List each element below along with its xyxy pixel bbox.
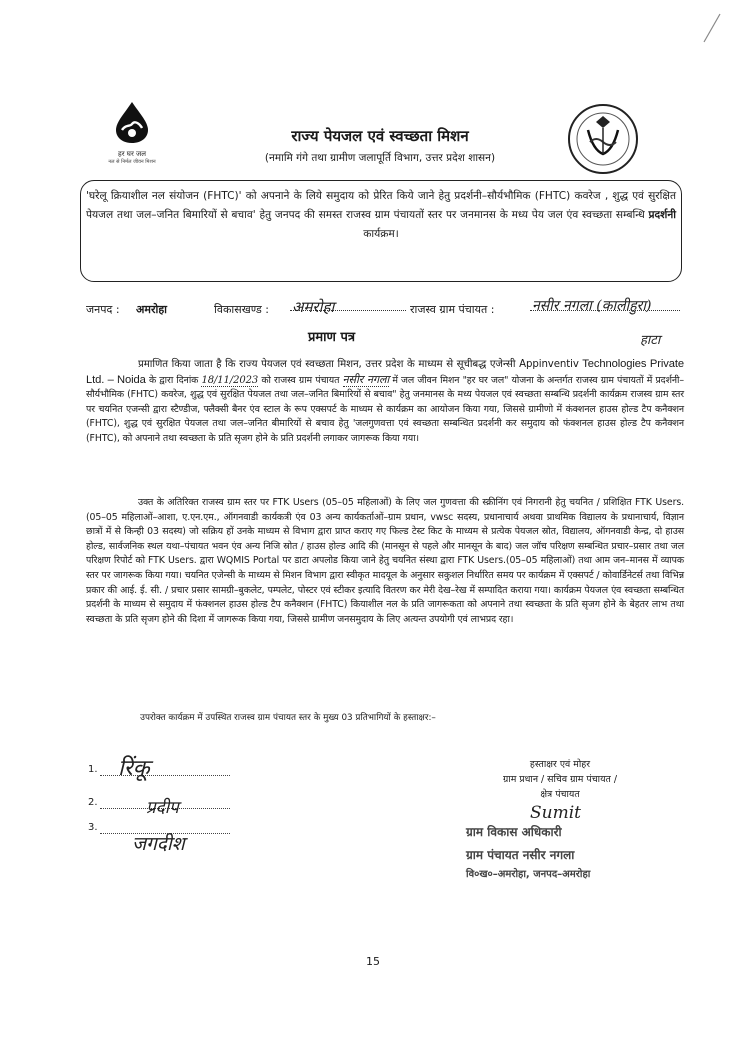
attendee-number-2: 2. <box>88 797 98 808</box>
stamp-designation: ग्राम विकास अधिकारी <box>466 825 562 839</box>
signatory-line-3: क्षेत्र पंचायत <box>540 789 580 800</box>
attendee-signature-1: रिंकू <box>118 756 150 781</box>
signatory-block <box>470 757 650 802</box>
certificate-title: प्रमाण पत्र <box>308 330 356 345</box>
pencil-mark-icon <box>700 12 724 44</box>
para1-part3: को राजस्व ग्राम पंचायत <box>261 374 340 386</box>
paragraph-2 <box>86 496 684 627</box>
program-banner <box>80 180 682 282</box>
banner-bold-text: प्रदर्शनी <box>648 209 676 221</box>
attendee-signature-2: प्रदीप <box>146 798 179 818</box>
para2-text: उक्त के अतिरिक्त राजस्व ग्राम स्तर पर FTK Users (05–05 महिलाओं) के लिए जल गुणवत्ता की स्क्रीनिंग एवं निगरानी हेतु चयनित / प्रशिक्षित FTK Users.(05–05 महिलाओं–आशा, ए.एन.एम., ऑगनवाडी कार्यकत्री एंव 03 अन्य कार्यकर्ताओं–ग्राम प्रधान, vwsc सदस्य, प्रधानाचार्य अथवा प्राथमिक विद्यालय के प्रधानाचार्य, विज्ञान छात्रों में से किन्ही 03 सदस्य) जो सक्रिय हों उनके माध्यम से विभाग द्वारा प्राप्त कराए गए फिल्ड टेस्ट किट के माध्यम से प्रत्येक पेयजल स्रोत, विद्यालय, ऑगनवाडी केन्द्र, दो हाउस होल्ड, सार्वजनिक स्थल यथा–पंचायत भवन एंव अन्य निजि स्रोत / हाउस होल्ड आदि की (मानसून से पहले और मानसून के बाद) जल जॉच परिक्षण सम्बन्धित प्रचार–प्रसार तथा जल परिक्षण रिपोर्ट को FTK Users. द्वारा WQMIS Portal पर डाटा अपलोड किया जाने हेतु चयनित संस्था द्वारा FTK Users.(05–05 महिलाओं) तथा आम जन–मानस में व्यापक स्तर पर जागरूक किया गया। चयनित एजेन्सी के माध्यम से मिशन विभाग द्वारा स्वीकृत मादयूल के अनुसार सकुशल निर्धारित समय पर कार्यक्रम में एक्सपर्ट / कोवार्डिनेटर्स तथा विभिन्न प्रकार की आई. ई. सी. / प्रचार प्रसार सामग्री–बुकलेट, पम्पलेट, पोस्टर एवं स्टीकर इत्यादि वितरण कर मेरी देख–रेख में सम्पादित कराया गया। कार्यक्रम पेयजल एंव स्वच्छता सम्बन्धित प्रदर्शनी के माध्यम से समुदाय में फंक्शनल हाउस होल्ड टैप कनैक्शन (FHTC) कियाशील नल के प्रति जागरूकता को अपनाने तथा स्वच्छता के प्रति सृजग होने के बेहतर लाभ तथा स्वच्छता के प्रति सृजग होने की दिशा में जागरूक किया गया, जिससे ग्रामीण जनसमुदाय के लिए अत्यन्त उपयोगी एवं लाभप्रद रहा। <box>86 497 684 625</box>
block-label: विकासखण्ड : <box>214 303 270 316</box>
attendees-note: उपरोक्त कार्यक्रम में उपस्थित राजस्व ग्राम पंचायत स्तर के मुख्य 03 प्रतिभागियों के हस्ताक्षर:– <box>140 713 436 723</box>
stamp-panchayat: ग्राम पंचायत नसीर नगला <box>466 848 575 862</box>
attendee-number-3: 3. <box>88 822 98 833</box>
village-handwritten: नसीर नगला <box>342 372 390 386</box>
signatory-line-1: हस्ताक्षर एवं मोहर <box>529 759 591 770</box>
para1-part2: के द्वारा दिनांक <box>148 374 199 386</box>
paragraph-1 <box>86 357 684 447</box>
district-label: जनपद : <box>86 303 120 316</box>
page-subtitle: (नमामि गंगे तथा ग्रामीण जलापूर्ति विभाग, उत्तर प्रदेश शासन) <box>264 152 496 164</box>
page-title: राज्य पेयजल एवं स्वच्छता मिशन <box>291 127 469 145</box>
har-ghar-jal-logo <box>100 100 164 170</box>
stamp-block-district: वि०ख०–अमरोहा, जनपद–अमरोहा <box>466 869 591 880</box>
program-date: 18/11/2023 <box>201 374 259 386</box>
signatory-signature: Sumit <box>530 803 581 823</box>
agency-name: Technologies Private Ltd. – Noida <box>86 358 685 386</box>
signatory-line-2: ग्राम प्रधान / सचिव ग्राम पंचायत / <box>503 774 617 785</box>
emblem-icon <box>566 102 640 176</box>
left-logo-caption: हर घर जल <box>118 150 146 158</box>
page-number: 15 <box>366 955 380 968</box>
panchayat-handwritten: नसीर नगला (कालीहुरा) <box>532 298 652 314</box>
attendee-signature-3: जगदीश <box>132 833 185 855</box>
panchayat-label: राजस्व ग्राम पंचायत : <box>410 303 495 316</box>
banner-text-end: कार्यक्रम। <box>363 228 399 240</box>
water-drop-icon <box>100 100 164 144</box>
panchayat-handwritten-2: हाटा <box>640 333 661 348</box>
up-government-emblem <box>566 102 640 176</box>
district-value: अमरोहा <box>136 303 168 316</box>
block-handwritten: अमरोहा <box>292 298 335 316</box>
banner-text: 'घरेलू क्रियाशील नल संयोजन (FHTC)' को अपनाने के लिये समुदाय को प्रेरित किये जाने हेतु प्रदर्शनी–सौर्यभौमिक (FHTC) कवरेज , शुद्ध एवं सुरक्षित पेयजल तथा जल–जनित बिमारियों से बचाव' हेतु जनपद की समस्त राजस्व ग्राम पंचायतों स्तर पर जनमानस के मध्य पेय जल एंव स्वच्छता सम्बन्धि <box>86 190 676 221</box>
para1-part4: में जल जीवन मिशन "हर घर जल" योजना के अन्तर्गत राजस्व ग्राम पंचायतों में प्रदर्शनी–सौर्यभौमिक (FHTC) कवरेज, शुद्ध एवं सुरक्षित पेयजल तथा जल–जनित बिमारियों से बचाव" हेतु जनमानस के मध्य पेयजल एवं स्वच्छता सम्बन्धि प्रदर्शनी कार्यक्रम राजस्व ग्राम स्तर पर चयनित एजन्सी द्वारा स्टैण्डीज, फ्लैक्सी बैनर एंव स्टाल के रूप एक्सपर्ट के माध्यम से कार्यक्रम का आयोजन किया गया, जिससे ग्रामीणो में कंक्शनल हाउस होल्ड टैप कनैक्शन (FHTC), शुद्ध एवं सुरक्षित पेयजल तथा जल–जनित बीमारियों से बचाव हेतु 'जलगुणवत्ता एवं स्वच्छता सम्बन्धित प्रदर्शनी कर समुदाय को फंक्शनल हाउस होल्ड टैप कनैक्शन (FHTC), को अपनाने तथा स्वच्छता के प्रति सृजग होने के प्रति प्रदर्शनी लगाकर जागरूक किया गया। <box>86 374 684 444</box>
left-logo-subcaption: नल से निर्मल जीवन मिशन <box>108 159 156 165</box>
para1-part1: प्रमाणित किया जाता है कि राज्य पेयजल एवं स्वच्छता मिशन, उत्तर प्रदेश के माध्यम से सूचीबद्ध एजेन्सी Appinventiv <box>138 359 579 370</box>
attendee-number-1: 1. <box>88 764 98 775</box>
